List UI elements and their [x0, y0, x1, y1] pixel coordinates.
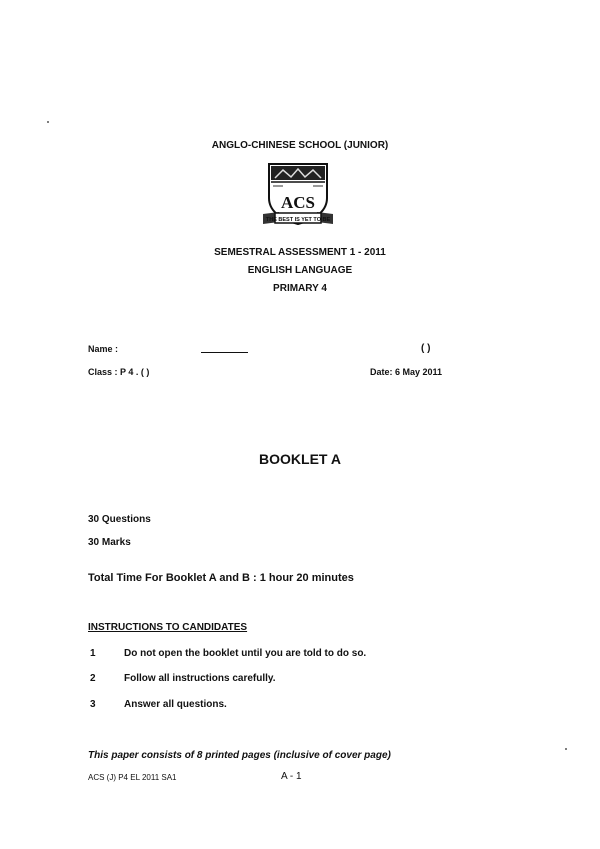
- page-count-note: This paper consists of 8 printed pages (inclusive of cover page): [88, 750, 391, 761]
- total-time: Total Time For Booklet A and B : 1 hour 20 minutes: [88, 572, 354, 584]
- exam-date: Date: 6 May 2011: [370, 367, 443, 377]
- index-number-brackets: ( ): [421, 343, 431, 354]
- svg-text:THE BEST IS YET TO BE: THE BEST IS YET TO BE: [265, 217, 331, 223]
- school-crest-logo: [261, 160, 335, 230]
- class-label: Class : P 4 . ( ): [88, 367, 150, 377]
- name-field-line[interactable]: [201, 352, 248, 353]
- question-count: 30 Questions: [88, 514, 151, 525]
- paper-code: ACS (J) P4 EL 2011 SA1: [88, 773, 177, 782]
- school-name: ANGLO-CHINESE SCHOOL (JUNIOR): [211, 140, 389, 151]
- instruction-number: 3: [90, 699, 96, 710]
- page-number: A - 1: [281, 771, 302, 782]
- name-label: Name :: [88, 344, 119, 354]
- level-title: PRIMARY 4: [273, 283, 327, 294]
- booklet-title: BOOKLET A: [259, 451, 341, 467]
- instruction-text: Follow all instructions carefully.: [124, 673, 276, 684]
- instruction-text: Answer all questions.: [124, 699, 227, 710]
- scan-speck: [565, 748, 567, 750]
- scan-speck: [47, 121, 49, 123]
- exam-title: SEMESTRAL ASSESSMENT 1 - 2011: [214, 247, 386, 258]
- instructions-heading: INSTRUCTIONS TO CANDIDATES: [88, 622, 248, 633]
- instruction-number: 1: [90, 648, 96, 659]
- marks-count: 30 Marks: [88, 537, 131, 548]
- instruction-text: Do not open the booklet until you are told to do so.: [124, 648, 367, 659]
- svg-text:ACS: ACS: [280, 193, 316, 212]
- subject-title: ENGLISH LANGUAGE: [247, 265, 353, 276]
- instruction-number: 2: [90, 673, 96, 684]
